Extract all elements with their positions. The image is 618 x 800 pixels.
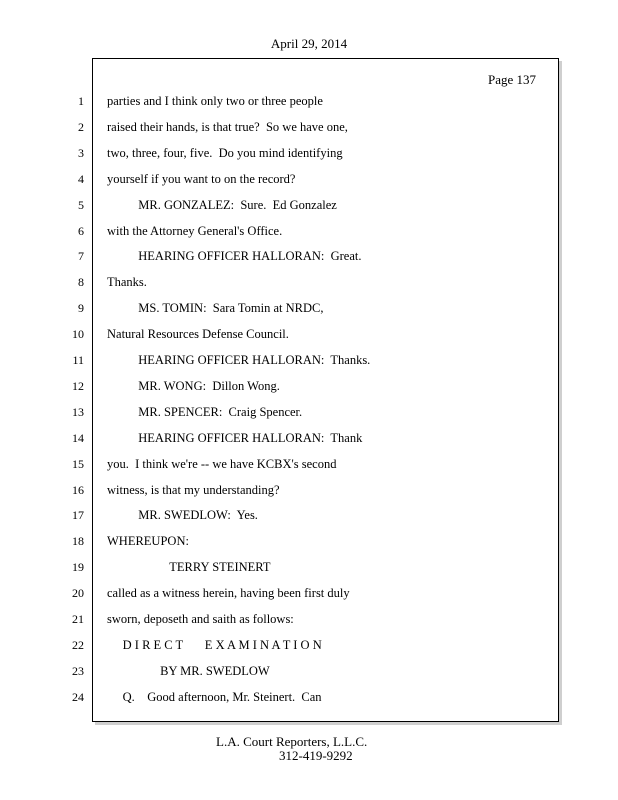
- line-text: with the Attorney General's Office.: [107, 224, 283, 238]
- line-text: Q. Good afternoon, Mr. Steinert. Can: [107, 690, 322, 704]
- line-text: two, three, four, five. Do you mind identifying: [107, 146, 343, 160]
- line-number: 6: [78, 224, 84, 238]
- line-number: 21: [72, 612, 84, 626]
- line-text: sworn, deposeth and saith as follows:: [107, 612, 294, 626]
- line-text: HEARING OFFICER HALLORAN: Thanks.: [107, 353, 371, 367]
- line-number: 23: [72, 664, 84, 678]
- line-text: HEARING OFFICER HALLORAN: Great.: [107, 249, 362, 263]
- line-number: 3: [78, 146, 84, 160]
- line-text: MR. WONG: Dillon Wong.: [107, 379, 280, 393]
- line-number: 8: [78, 275, 84, 289]
- line-number: 1: [78, 94, 84, 108]
- line-text: you. I think we're -- we have KCBX's second: [107, 457, 337, 471]
- line-number: 17: [72, 508, 84, 522]
- line-number: 24: [72, 690, 84, 704]
- footer-company: L.A. Court Reporters, L.L.C.: [216, 734, 368, 749]
- line-number: 16: [72, 483, 84, 497]
- footer-phone: 312-419-9292: [279, 748, 353, 763]
- line-number: 2: [78, 120, 84, 134]
- line-number: 11: [72, 353, 84, 367]
- line-text: witness, is that my understanding?: [107, 483, 280, 497]
- line-text: called as a witness herein, having been first duly: [107, 586, 350, 600]
- line-text: WHEREUPON:: [107, 534, 189, 548]
- line-number: 15: [72, 457, 84, 471]
- line-number: 14: [72, 431, 84, 445]
- line-number: 12: [72, 379, 84, 393]
- line-number: 10: [72, 327, 84, 341]
- line-text: BY MR. SWEDLOW: [107, 664, 270, 678]
- page-number: Page 137: [487, 72, 536, 87]
- line-number: 5: [78, 198, 84, 212]
- line-text: Natural Resources Defense Council.: [107, 327, 289, 341]
- line-text: parties and I think only two or three people: [107, 94, 323, 108]
- line-number: 9: [78, 301, 84, 315]
- line-number: 20: [72, 586, 84, 600]
- line-text: raised their hands, is that true? So we have one,: [107, 120, 348, 134]
- line-text: MR. GONZALEZ: Sure. Ed Gonzalez: [107, 198, 337, 212]
- line-text: yourself if you want to on the record?: [107, 172, 296, 186]
- line-number: 19: [72, 560, 84, 574]
- line-number: 13: [72, 405, 84, 419]
- line-text: MR. SWEDLOW: Yes.: [107, 508, 258, 522]
- line-text: MS. TOMIN: Sara Tomin at NRDC,: [107, 301, 324, 315]
- line-number: 4: [78, 172, 84, 186]
- line-number: 7: [78, 249, 84, 263]
- line-text: MR. SPENCER: Craig Spencer.: [107, 405, 303, 419]
- line-text: Thanks.: [107, 275, 147, 289]
- line-number: 18: [72, 534, 84, 548]
- header-date: April 29, 2014: [270, 36, 348, 51]
- line-text: HEARING OFFICER HALLORAN: Thank: [107, 431, 363, 445]
- line-text: D I R E C T E X A M I N A T I O N: [107, 638, 322, 652]
- line-text: TERRY STEINERT: [107, 560, 271, 574]
- line-number: 22: [72, 638, 84, 652]
